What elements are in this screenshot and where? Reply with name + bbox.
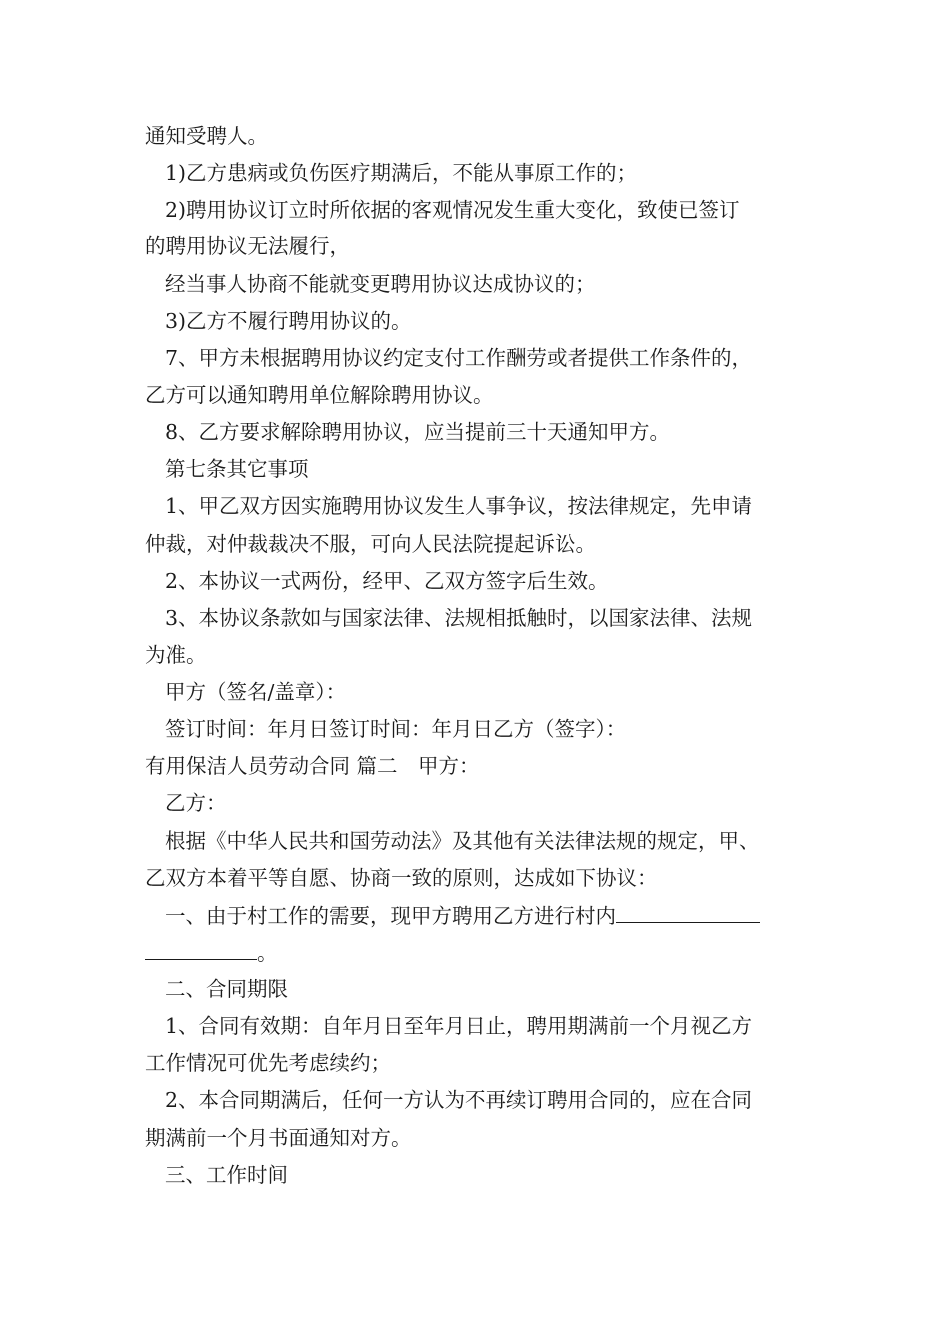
text-line-with-blank [165, 902, 760, 929]
text-line: 1)乙方患病或负伤医疗期满后，不能从事原工作的； [165, 161, 638, 185]
text-line: 1、甲乙双方因实施聘用协议发生人事争议，按法律规定，先申请 [165, 494, 753, 518]
text-line: 7、甲方未根据聘用协议约定支付工作酬劳或者提供工作条件的， [165, 346, 753, 370]
text-line: 经当事人协商不能就变更聘用协议达成协议的； [165, 272, 596, 296]
text-line: 3)乙方不履行聘用协议的。 [165, 309, 412, 333]
section-heading: 三、工作时间 [165, 1163, 288, 1187]
text-line: 期满前一个月书面通知对方。 [145, 1126, 412, 1150]
contract-title: 有用保洁人员劳动合同 篇二 甲方： [145, 754, 480, 778]
text-line-with-blank [145, 939, 278, 966]
section-heading: 二、合同期限 [165, 977, 288, 1001]
text-line: 1、合同有效期：自年月日至年月日止，聘用期满前一个月视乙方 [165, 1014, 753, 1038]
text-line: 3、本协议条款如与国家法律、法规相抵触时，以国家法律、法规 [165, 606, 753, 630]
text-line: 的聘用协议无法履行， [145, 234, 350, 258]
signature-line-party-a: 甲方（签名/盖章）： [165, 680, 347, 704]
section-heading: 第七条其它事项 [165, 457, 309, 481]
text-line: 一、由于村工作的需要，现甲方聘用乙方进行村内 [165, 904, 616, 928]
fill-in-blank [616, 902, 760, 923]
text-line: 工作情况可优先考虑续约； [145, 1051, 391, 1075]
fill-in-blank [145, 939, 257, 960]
text-line: 乙双方本着平等自愿、协商一致的原则，达成如下协议： [145, 866, 658, 890]
text-line: 2、本合同期满后，任何一方认为不再续订聘用合同的，应在合同 [165, 1088, 753, 1112]
text-line: 2、本协议一式两份，经甲、乙双方签字后生效。 [165, 569, 609, 593]
text-line: 通知受聘人。 [145, 124, 268, 148]
text-line: 根据《中华人民共和国劳动法》及其他有关法律法规的规定，甲、 [165, 829, 760, 853]
text-line: 8、乙方要求解除聘用协议，应当提前三十天通知甲方。 [165, 420, 671, 444]
signing-date-line: 签订时间：年月日签订时间：年月日乙方（签字）： [165, 717, 627, 741]
text-line: 仲裁，对仲裁裁决不服，可向人民法院提起诉讼。 [145, 532, 596, 556]
text-line: 乙方可以通知聘用单位解除聘用协议。 [145, 383, 494, 407]
party-b-line: 乙方： [165, 791, 227, 815]
text-line: 为准。 [145, 643, 207, 667]
text-line: 。 [257, 941, 278, 965]
text-line: 2)聘用协议订立时所依据的客观情况发生重大变化，致使已签订 [165, 198, 740, 222]
